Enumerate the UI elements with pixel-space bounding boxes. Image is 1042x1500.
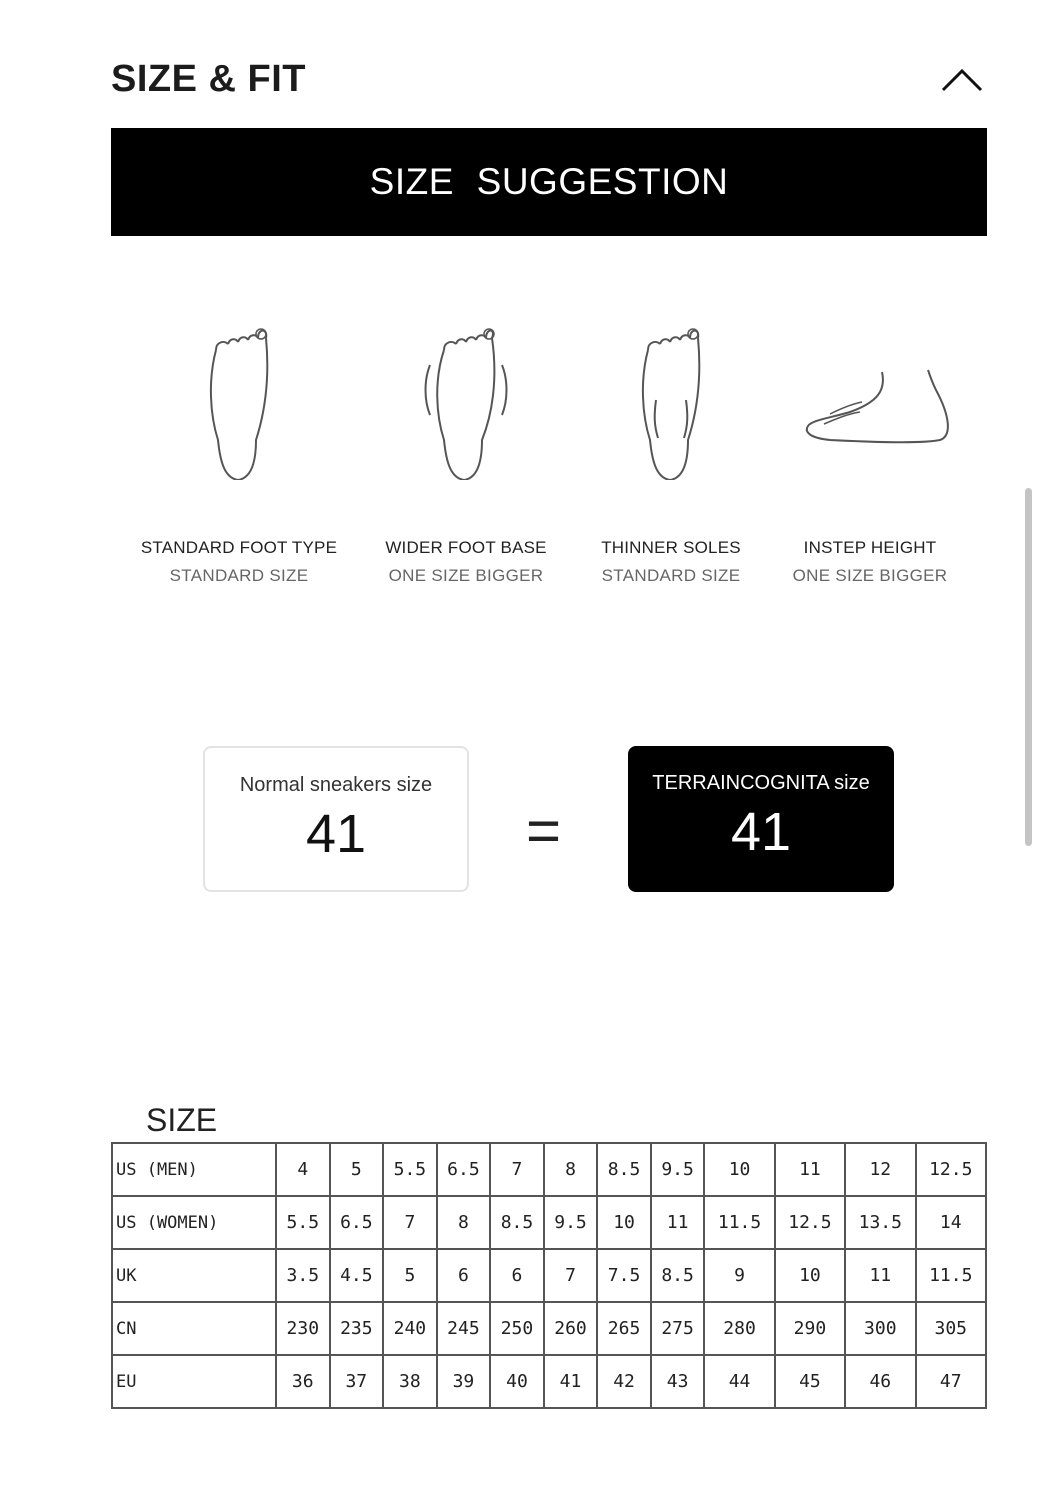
foot-type-standard bbox=[124, 320, 354, 586]
foot-size-suggestion: STANDARD SIZE bbox=[169, 566, 309, 585]
size-chart-row bbox=[112, 1143, 986, 1196]
banner-title: SIZE SUGGESTION bbox=[369, 161, 729, 202]
foot-type-label: WIDER FOOT BASE bbox=[385, 538, 547, 557]
size-row-label: US (MEN) bbox=[112, 1143, 276, 1196]
foot-type-wide bbox=[351, 320, 581, 586]
size-cell: 235 bbox=[330, 1302, 384, 1355]
brand-size-value: 41 bbox=[730, 802, 792, 862]
size-chart-title: SIZE bbox=[146, 1102, 218, 1138]
size-chart-row bbox=[112, 1249, 986, 1302]
size-cell: 12.5 bbox=[775, 1196, 845, 1249]
size-cell: 11 bbox=[651, 1196, 705, 1249]
wide-foot-icon bbox=[416, 320, 516, 480]
scrollbar[interactable] bbox=[1025, 488, 1032, 846]
size-cell: 10 bbox=[704, 1143, 774, 1196]
size-cell: 37 bbox=[330, 1355, 384, 1408]
size-cell: 5.5 bbox=[276, 1196, 330, 1249]
size-cell: 240 bbox=[383, 1302, 437, 1355]
normal-size-value: 41 bbox=[305, 804, 367, 864]
size-cell: 5 bbox=[330, 1143, 384, 1196]
foot-type-label: THINNER SOLES bbox=[601, 538, 741, 557]
size-cell: 8.5 bbox=[651, 1249, 705, 1302]
size-chart-row bbox=[112, 1302, 986, 1355]
size-cell: 11 bbox=[775, 1143, 845, 1196]
equals-sign: = bbox=[526, 797, 562, 864]
size-cell: 10 bbox=[597, 1196, 651, 1249]
size-row-label: US (WOMEN) bbox=[112, 1196, 276, 1249]
size-cell: 11.5 bbox=[916, 1249, 987, 1302]
size-cell: 280 bbox=[704, 1302, 774, 1355]
section-title: SIZE & FIT bbox=[111, 58, 306, 100]
size-cell: 47 bbox=[916, 1355, 987, 1408]
size-cell: 40 bbox=[490, 1355, 544, 1408]
size-cell: 7.5 bbox=[597, 1249, 651, 1302]
size-cell: 6.5 bbox=[437, 1143, 491, 1196]
size-cell: 305 bbox=[916, 1302, 987, 1355]
size-cell: 11.5 bbox=[704, 1196, 774, 1249]
size-cell: 38 bbox=[383, 1355, 437, 1408]
size-cell: 275 bbox=[651, 1302, 705, 1355]
size-cell: 11 bbox=[845, 1249, 915, 1302]
collapse-button[interactable] bbox=[934, 60, 990, 100]
size-cell: 3.5 bbox=[276, 1249, 330, 1302]
size-cell: 245 bbox=[437, 1302, 491, 1355]
size-cell: 41 bbox=[544, 1355, 598, 1408]
size-cell: 7 bbox=[490, 1143, 544, 1196]
thin-foot-icon bbox=[626, 320, 716, 480]
size-cell: 5 bbox=[383, 1249, 437, 1302]
size-cell: 8 bbox=[544, 1143, 598, 1196]
size-cell: 10 bbox=[775, 1249, 845, 1302]
size-cell: 300 bbox=[845, 1302, 915, 1355]
size-suggestion-banner bbox=[111, 128, 987, 236]
size-cell: 42 bbox=[597, 1355, 651, 1408]
size-row-label: CN bbox=[112, 1302, 276, 1355]
size-cell: 4 bbox=[276, 1143, 330, 1196]
foot-type-thin bbox=[556, 320, 786, 586]
size-cell: 265 bbox=[597, 1302, 651, 1355]
size-cell: 12 bbox=[845, 1143, 915, 1196]
size-cell: 9.5 bbox=[651, 1143, 705, 1196]
size-cell: 9 bbox=[704, 1249, 774, 1302]
size-cell: 8.5 bbox=[597, 1143, 651, 1196]
size-cell: 6 bbox=[437, 1249, 491, 1302]
foot-type-label: INSTEP HEIGHT bbox=[803, 538, 937, 557]
foot-size-suggestion: ONE SIZE BIGGER bbox=[792, 566, 948, 585]
size-cell: 44 bbox=[704, 1355, 774, 1408]
standard-foot-icon bbox=[194, 320, 284, 480]
normal-size-box bbox=[203, 746, 469, 892]
size-cell: 46 bbox=[845, 1355, 915, 1408]
size-cell: 13.5 bbox=[845, 1196, 915, 1249]
size-chart-row bbox=[112, 1196, 986, 1249]
size-cell: 39 bbox=[437, 1355, 491, 1408]
size-cell: 260 bbox=[544, 1302, 598, 1355]
foot-size-suggestion: STANDARD SIZE bbox=[601, 566, 741, 585]
size-cell: 4.5 bbox=[330, 1249, 384, 1302]
chevron-up-icon bbox=[940, 66, 984, 94]
size-cell: 6.5 bbox=[330, 1196, 384, 1249]
size-cell: 36 bbox=[276, 1355, 330, 1408]
foot-type-instep bbox=[755, 320, 985, 586]
size-cell: 230 bbox=[276, 1302, 330, 1355]
instep-foot-icon bbox=[790, 320, 950, 480]
size-cell: 290 bbox=[775, 1302, 845, 1355]
size-cell: 7 bbox=[544, 1249, 598, 1302]
foot-type-label: STANDARD FOOT TYPE bbox=[140, 538, 338, 557]
brand-size-label: TERRAINCOGNITA size bbox=[652, 772, 870, 794]
size-cell: 5.5 bbox=[383, 1143, 437, 1196]
size-cell: 250 bbox=[490, 1302, 544, 1355]
size-row-label: UK bbox=[112, 1249, 276, 1302]
brand-size-box bbox=[628, 746, 894, 892]
foot-size-suggestion: ONE SIZE BIGGER bbox=[388, 566, 544, 585]
size-cell: 9.5 bbox=[544, 1196, 598, 1249]
size-cell: 12.5 bbox=[916, 1143, 987, 1196]
size-chart-table bbox=[111, 1142, 987, 1409]
normal-size-label: Normal sneakers size bbox=[239, 774, 433, 796]
size-row-label: EU bbox=[112, 1355, 276, 1408]
size-cell: 6 bbox=[490, 1249, 544, 1302]
size-cell: 8.5 bbox=[490, 1196, 544, 1249]
size-cell: 7 bbox=[383, 1196, 437, 1249]
size-cell: 8 bbox=[437, 1196, 491, 1249]
size-cell: 45 bbox=[775, 1355, 845, 1408]
size-cell: 43 bbox=[651, 1355, 705, 1408]
size-chart-row bbox=[112, 1355, 986, 1408]
size-cell: 14 bbox=[916, 1196, 987, 1249]
